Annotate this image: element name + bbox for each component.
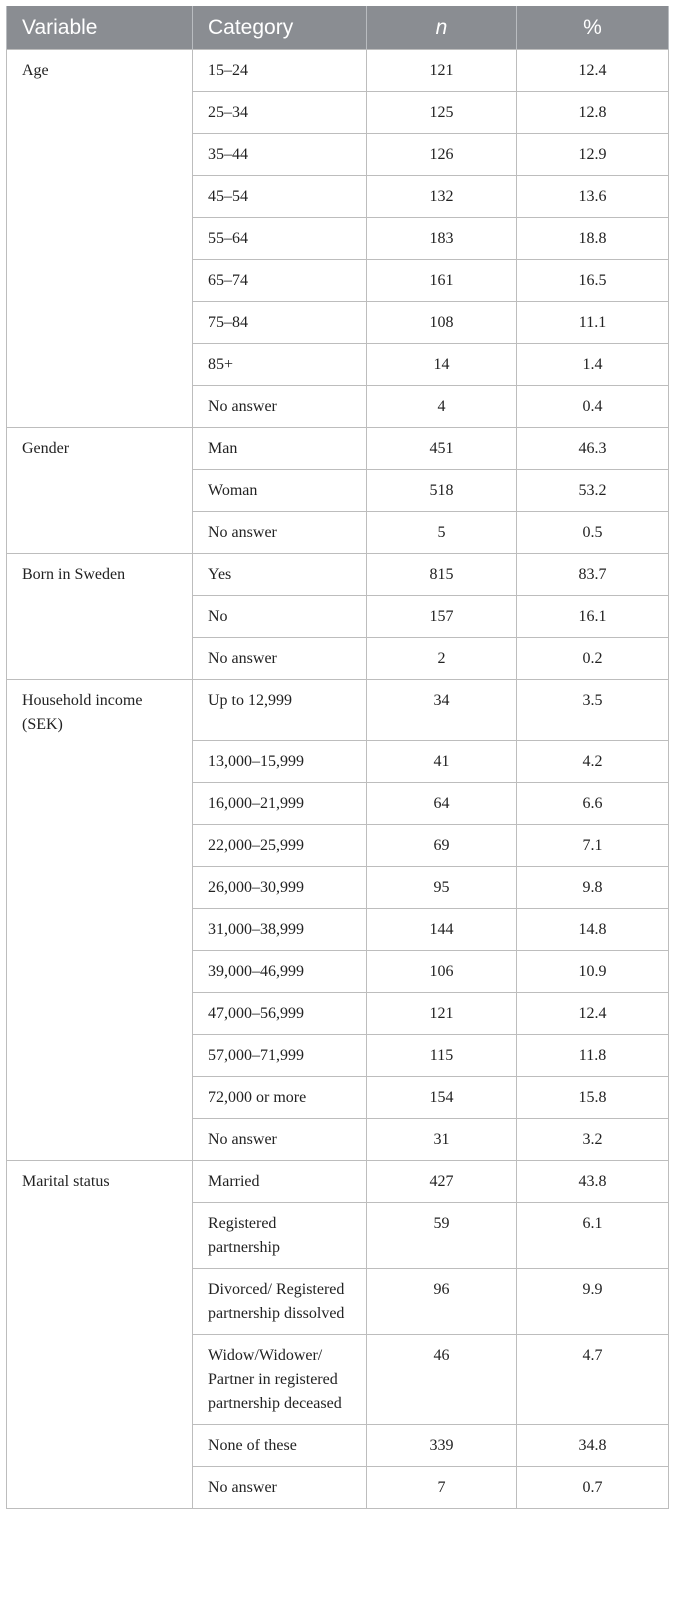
percent-cell: 6.6	[517, 783, 669, 825]
category-cell: 85+	[193, 344, 367, 386]
count-cell: 4	[367, 386, 517, 428]
percent-cell: 4.7	[517, 1335, 669, 1425]
count-cell: 339	[367, 1425, 517, 1467]
count-cell: 41	[367, 741, 517, 783]
percent-cell: 0.7	[517, 1467, 669, 1509]
category-cell: 35–44	[193, 134, 367, 176]
percent-cell: 11.8	[517, 1035, 669, 1077]
category-cell: Married	[193, 1161, 367, 1203]
percent-cell: 34.8	[517, 1425, 669, 1467]
percent-cell: 12.9	[517, 134, 669, 176]
percent-cell: 3.5	[517, 680, 669, 741]
header-n: n	[367, 6, 517, 50]
count-cell: 5	[367, 512, 517, 554]
count-cell: 154	[367, 1077, 517, 1119]
percent-cell: 10.9	[517, 951, 669, 993]
category-cell: None of these	[193, 1425, 367, 1467]
count-cell: 144	[367, 909, 517, 951]
count-cell: 31	[367, 1119, 517, 1161]
percent-cell: 15.8	[517, 1077, 669, 1119]
category-cell: No answer	[193, 1119, 367, 1161]
count-cell: 14	[367, 344, 517, 386]
percent-cell: 9.8	[517, 867, 669, 909]
count-cell: 69	[367, 825, 517, 867]
percent-cell: 14.8	[517, 909, 669, 951]
category-cell: 55–64	[193, 218, 367, 260]
percent-cell: 46.3	[517, 428, 669, 470]
percent-cell: 18.8	[517, 218, 669, 260]
count-cell: 64	[367, 783, 517, 825]
count-cell: 157	[367, 596, 517, 638]
category-cell: No answer	[193, 638, 367, 680]
percent-cell: 43.8	[517, 1161, 669, 1203]
percent-cell: 16.1	[517, 596, 669, 638]
category-cell: Yes	[193, 554, 367, 596]
table-row	[7, 428, 669, 470]
percent-cell: 53.2	[517, 470, 669, 512]
count-cell: 7	[367, 1467, 517, 1509]
table-header	[7, 6, 669, 50]
category-cell: 47,000–56,999	[193, 993, 367, 1035]
header-variable: Variable	[7, 6, 193, 50]
count-cell: 106	[367, 951, 517, 993]
count-cell: 46	[367, 1335, 517, 1425]
percent-cell: 0.4	[517, 386, 669, 428]
category-cell: Man	[193, 428, 367, 470]
percent-cell: 7.1	[517, 825, 669, 867]
table-row	[7, 680, 669, 741]
percent-cell: 12.4	[517, 50, 669, 92]
category-cell: Registered partnership	[193, 1203, 367, 1269]
category-cell: Up to 12,999	[193, 680, 367, 741]
count-cell: 125	[367, 92, 517, 134]
category-cell: 25–34	[193, 92, 367, 134]
percent-cell: 0.2	[517, 638, 669, 680]
variable-cell: Born in Sweden	[7, 554, 193, 680]
category-cell: No answer	[193, 386, 367, 428]
category-cell: 57,000–71,999	[193, 1035, 367, 1077]
count-cell: 34	[367, 680, 517, 741]
category-cell: 72,000 or more	[193, 1077, 367, 1119]
header-category: Category	[193, 6, 367, 50]
count-cell: 121	[367, 993, 517, 1035]
percent-cell: 0.5	[517, 512, 669, 554]
header-percent: %	[517, 6, 669, 50]
category-cell: Widow/Widower/ Partner in registered partnership deceased	[193, 1335, 367, 1425]
percent-cell: 13.6	[517, 176, 669, 218]
percent-cell: 6.1	[517, 1203, 669, 1269]
percent-cell: 12.8	[517, 92, 669, 134]
count-cell: 115	[367, 1035, 517, 1077]
percent-cell: 83.7	[517, 554, 669, 596]
count-cell: 108	[367, 302, 517, 344]
count-cell: 59	[367, 1203, 517, 1269]
category-cell: 45–54	[193, 176, 367, 218]
count-cell: 427	[367, 1161, 517, 1203]
category-cell: 16,000–21,999	[193, 783, 367, 825]
percent-cell: 3.2	[517, 1119, 669, 1161]
count-cell: 815	[367, 554, 517, 596]
category-cell: 26,000–30,999	[193, 867, 367, 909]
category-cell: 39,000–46,999	[193, 951, 367, 993]
percent-cell: 9.9	[517, 1269, 669, 1335]
percent-cell: 16.5	[517, 260, 669, 302]
percent-cell: 12.4	[517, 993, 669, 1035]
category-cell: No	[193, 596, 367, 638]
category-cell: 13,000–15,999	[193, 741, 367, 783]
count-cell: 95	[367, 867, 517, 909]
variable-cell: Gender	[7, 428, 193, 554]
percent-cell: 1.4	[517, 344, 669, 386]
variable-cell: Marital status	[7, 1161, 193, 1509]
count-cell: 126	[367, 134, 517, 176]
category-cell: 15–24	[193, 50, 367, 92]
count-cell: 161	[367, 260, 517, 302]
header-row	[7, 6, 669, 50]
count-cell: 2	[367, 638, 517, 680]
category-cell: Divorced/ Registered partnership dissolved	[193, 1269, 367, 1335]
variable-cell: Age	[7, 50, 193, 428]
category-cell: Woman	[193, 470, 367, 512]
count-cell: 451	[367, 428, 517, 470]
count-cell: 121	[367, 50, 517, 92]
table-row	[7, 50, 669, 92]
category-cell: 22,000–25,999	[193, 825, 367, 867]
category-cell: No answer	[193, 512, 367, 554]
variable-cell: Household income (SEK)	[7, 680, 193, 1161]
table-body	[7, 50, 669, 1509]
percent-cell: 4.2	[517, 741, 669, 783]
count-cell: 183	[367, 218, 517, 260]
table-row	[7, 1161, 669, 1203]
category-cell: 75–84	[193, 302, 367, 344]
demographics-table	[6, 6, 669, 1509]
count-cell: 518	[367, 470, 517, 512]
category-cell: 65–74	[193, 260, 367, 302]
percent-cell: 11.1	[517, 302, 669, 344]
count-cell: 132	[367, 176, 517, 218]
category-cell: 31,000–38,999	[193, 909, 367, 951]
count-cell: 96	[367, 1269, 517, 1335]
table-row	[7, 554, 669, 596]
category-cell: No answer	[193, 1467, 367, 1509]
